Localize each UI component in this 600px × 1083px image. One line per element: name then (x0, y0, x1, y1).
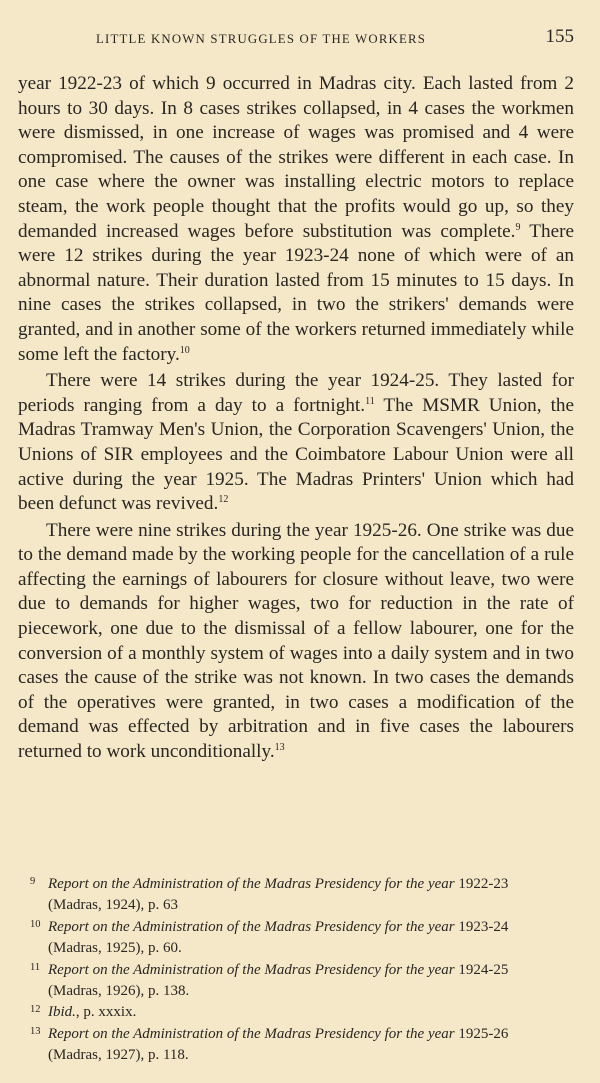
paragraph-text: There were nine strikes during the year 1925-26. One strike was due to the demand made by the working people for the cancellation of a rule affecting the earnings of labourers for closure without leave, two were due to demands for higher wages, two for reduction in the rate of piecework, one due to the dismissal of a fellow labourer, one for the conversion of a monthly system of wages into a daily system and in two cases the cause of the strike was not known. In two cases the demands of the operatives were granted, in two cases a modification of the demand was effected by arbitration and in five cases the labourers returned to work unconditionally. (18, 519, 574, 763)
footnote-year: 1924-25 (454, 961, 509, 978)
page-number: 155 (545, 26, 574, 47)
footnote-title: Ibid. (48, 1004, 76, 1021)
footnote-title: Report on the Administration of the Madras Presidency for the year (48, 876, 455, 892)
footnote-title: Report on the Administration of the Madras Presidency for the year (48, 961, 455, 978)
footnote-citation: (Madras, 1924), p. 63 (48, 897, 178, 914)
footnote-ref: 12 (218, 494, 229, 506)
footnote-ref: 10 (179, 344, 190, 356)
footnotes (30, 874, 570, 1067)
paragraph-1 (18, 72, 574, 367)
footnote-12 (30, 1002, 570, 1023)
paragraph-text: The MSMR Union, the Madras Tramway Men's Union, the Corporation Scavengers' Union, the Unions of SIR employees and the Coimbatore Labour Union were all active during the year 1925. The Madras Printers' Union which had been defunct was revived. (18, 394, 575, 515)
paragraph-3 (18, 519, 574, 765)
footnote-11 (30, 960, 570, 1003)
footnote-number: 12 (30, 1004, 41, 1016)
footnote-ref: 9 (515, 221, 521, 233)
page-header (96, 26, 574, 50)
running-title: LITTLE KNOWN STRUGGLES OF THE WORKERS (96, 32, 427, 46)
paragraph-text: There were 12 strikes during the year 1923-24 none of which were of an abnormal nature. Their duration lasted from 15 minutes to 15 days. In nine cases the strikes collapsed, in two the strikers' demands were granted, and in another some of the workers returned immediately while some left the factory. (18, 220, 574, 365)
footnote-13 (30, 1024, 570, 1067)
footnote-citation: (Madras, 1925), p. 60. (48, 940, 182, 957)
footnote-10 (30, 917, 570, 960)
footnote-title: Report on the Administration of the Madras Presidency for the year (48, 918, 455, 935)
footnote-number: 11 (30, 961, 41, 973)
footnote-year: 1923-24 (454, 918, 509, 935)
footnote-citation: , p. xxxix. (75, 1004, 137, 1021)
footnote-title: Report on the Administration of the Madras Presidency for the year (48, 1025, 455, 1042)
footnote-number: 13 (30, 1025, 41, 1037)
footnote-year: 1925-26 (454, 1025, 509, 1042)
footnote-number: 9 (30, 876, 36, 887)
footnote-year: 1922-23 (454, 876, 509, 892)
paragraph-text: year 1922-23 of which 9 occurred in Madras city. Each lasted from 2 hours to 30 days. In 8 cases strikes collapsed, in 4 cases the workmen were dismissed, in one increase of wages was promised and 4 were compromised. The causes of the strikes were different in each case. In one case where the owner was installing electric motors to replace steam, the work people thought that the profits would go up, so they demanded increased wages before substitution was complete. (18, 73, 574, 242)
footnote-citation: (Madras, 1927), p. 118. (48, 1047, 189, 1064)
paragraph-2 (18, 369, 574, 517)
footnote-ref: 11 (365, 395, 375, 407)
footnote-number: 10 (30, 918, 41, 930)
footnote-ref: 13 (274, 742, 285, 754)
paragraph-text: There were 14 strikes during the year 1924-25. They lasted for periods ranging from a day to a fortnight. (18, 370, 574, 416)
body-text (18, 72, 574, 765)
footnote-citation: (Madras, 1926), p. 138. (48, 983, 190, 1000)
footnote-9 (30, 874, 570, 917)
